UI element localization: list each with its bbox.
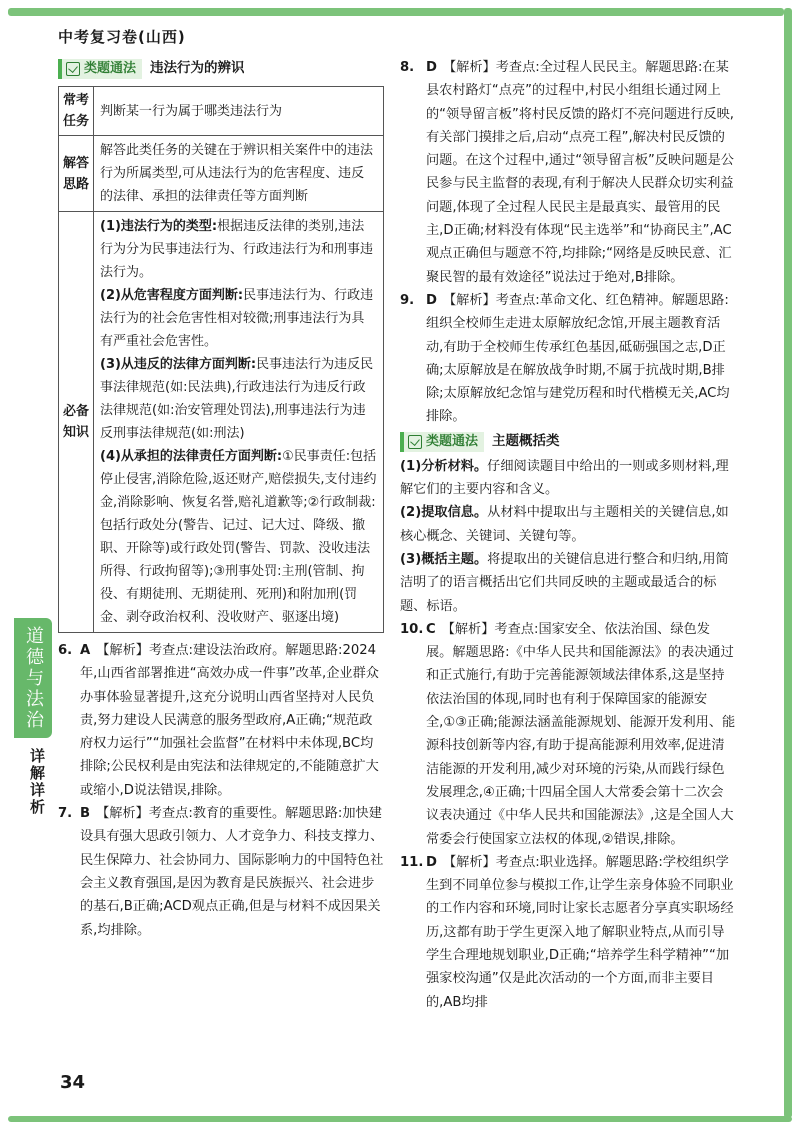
answer-explanation: 【解析】考查点:革命文化、红色精神。解题思路:组织全校师生走进太原解放纪念馆,开展主题教育活动,有助于全校师生传承红色基因,砥砺强国之志,D正确;太原解放是在解放战争时期,不属于抗战时期,B排除;太原解放纪念馆与建党历程和时代楷模无关,AC均排除。 xyxy=(426,292,730,425)
method-title: 违法行为的辨识 xyxy=(150,60,245,77)
section-side-label: 详解详析 xyxy=(28,748,46,816)
answer-explanation: 【解析】考查点:建设法治政府。解题思路:2024年,山西省部署推进“高效办成一件事”改革,企业群众办事体验显著提升,这充分说明山西省坚持对人民负责,努力建设人民满意的服务型政府,A正确;“规范政府权力运行”“加强社会监督”在材料中未体现,BC均排除;公民权利是由宪法和法律规定的,不能随意扩大或缩小,D说法错误,排除。 xyxy=(80,643,379,798)
row-key: 解答思路 xyxy=(59,136,94,212)
knowledge-point-head: (3)从违反的法律方面判断: xyxy=(100,357,257,372)
question-number: 6. xyxy=(58,643,73,658)
knowledge-point-body: 民事违法行为、行政违法行为的社会危害性相对较微;刑事违法行为具有严重社会危害性。 xyxy=(100,288,374,349)
row-key: 常考任务 xyxy=(59,87,94,136)
answer-item xyxy=(58,802,384,942)
answer-letter: D xyxy=(426,60,437,75)
method-step: (2)提取信息。从材料中提取出与主题相关的关键信息,如核心概念、关键词、关键句等。 xyxy=(400,505,729,544)
question-number: 7. xyxy=(58,806,73,822)
check-note-icon xyxy=(408,435,422,449)
row-key: 必备知识 xyxy=(59,212,94,633)
method-step: (3)概括主题。将提取出的关键信息进行整合和归纳,用简洁明了的语言概括出它们共同反映的主题或最适合的标题、标语。 xyxy=(400,551,729,614)
answer-explanation: 【解析】考查点:国家安全、依法治国、绿色发展。解题思路:《中华人民共和国能源法》的表决通过和正式施行,有助于完善能源领域法律体系,这是坚持依法治国的体现,同时也有利于保障国家的能源安全,①③正确;能源法涵盖能源规划、能源开发利用、能源科技创新等内容,有助于提高能源利用效率,促进清洁能源的开发利用,减少对环境的污染,从而践行绿色发展理念,④正确;十四届全国人大常委会第十二次会议表决通过《中华人民共和国能源法》,这是全国人大常委会行使国家立法权的体现,②错误,排除。 xyxy=(426,621,736,847)
knowledge-point-body: 民事违法行为违反民事法律规范(如:民法典),行政违法行为违反行政法律规范(如:治安管理处罚法),刑事违法行为违反刑事法律规范(如:刑法) xyxy=(100,357,374,441)
question-number: 8. xyxy=(400,60,415,75)
knowledge-point-head: (4)从承担的法律责任方面判断: xyxy=(100,449,283,464)
question-number: 11. xyxy=(400,854,424,870)
question-number: 10. xyxy=(400,621,424,637)
row-value: 判断某一行为属于哪类违法行为 xyxy=(94,87,384,136)
answer-letter: A xyxy=(80,643,91,658)
answer-letter: C xyxy=(426,621,436,637)
answer-item xyxy=(58,639,384,802)
answer-letter: D xyxy=(426,854,437,870)
method-block-2-heading xyxy=(400,429,736,455)
question-number: 9. xyxy=(400,292,415,308)
answer-letter: B xyxy=(80,806,91,822)
page-number: 34 xyxy=(60,1072,86,1093)
summary-table xyxy=(58,86,384,633)
answer-item xyxy=(400,289,736,429)
method-tag: 类题通法 xyxy=(400,432,484,452)
bottom-green-border xyxy=(8,1116,792,1122)
method-block-1-heading xyxy=(58,56,384,82)
subject-side-tab: 道德与法治 xyxy=(14,618,52,738)
book-header: 中考复习卷(山西) xyxy=(58,28,186,46)
knowledge-point-head: (1)违法行为的类型: xyxy=(100,219,218,234)
answer-item xyxy=(400,56,736,289)
row-value: 解答此类任务的关键在于辨识相关案件中的违法行为所属类型,可从违法行为的危害程度、违反的法律、承担的法律责任等方面判断 xyxy=(94,136,384,212)
answer-item xyxy=(400,851,736,1014)
answer-letter: D xyxy=(426,292,437,308)
check-note-icon xyxy=(66,62,80,76)
method-title: 主题概括类 xyxy=(492,433,560,450)
answer-explanation: 【解析】考查点:全过程人民民主。解题思路:在某县农村路灯“点亮”的过程中,村民小组组长通过网上的“领导留言板”将村民反馈的路灯不亮问题进行反映,有关部门摸排之后,启动“点亮工程”,解决村民反馈的问题。在这个过程中,通过“领导留言板”反映问题是公民参与民主监督的表现,有利于解决人民群众切实利益问题,体现了全过程人民民主是最真实、最管用的民主,D正确;材料没有体现“民主选举”和“协商民主”,AC观点正确但与题意不符,均排除;“网络是反映民意、汇聚民智的最有效途径”说法过于绝对,B排除。 xyxy=(426,60,734,285)
left-column xyxy=(58,56,384,942)
row-value xyxy=(94,212,384,633)
method-step: (1)分析材料。仔细阅读题目中给出的一则或多则材料,理解它们的主要内容和含义。 xyxy=(400,458,729,498)
right-green-border xyxy=(784,8,792,1118)
method-tag: 类题通法 xyxy=(58,59,142,79)
answer-item xyxy=(400,618,736,851)
knowledge-point-body: ①民事责任:包括停止侵害,消除危险,返还财产,赔偿损失,支付违约金,消除影响、恢复名誉,赔礼道歉等;②行政制裁:包括行政处分(警告、记过、记大过、降级、撤职、开除等)或行政处罚(警告、罚款、没收违法所得、行政拘留等);③刑事处罚:主刑(管制、拘役、有期徒刑、无期徒刑、死刑)和附加刑(罚金、剥夺政治权利、没收财产、驱逐出境) xyxy=(100,449,377,625)
right-column xyxy=(400,56,736,1014)
knowledge-point-head: (2)从危害程度方面判断: xyxy=(100,288,244,303)
knowledge-point-body: 根据违反法律的类别,违法行为分为民事违法行为、行政违法行为和刑事违法行为。 xyxy=(100,219,374,280)
top-green-border xyxy=(8,8,784,16)
table-row xyxy=(59,136,384,212)
table-row xyxy=(59,212,384,633)
answer-explanation: 【解析】考查点:教育的重要性。解题思路:加快建设具有强大思政引领力、人才竞争力、科技支撑力、民生保障力、社会协同力、国际影响力的中国特色社会主义教育强国,是因为教育是民族振兴、社会进步的基石,B正确;ACD观点正确,但是与材料不成因果关系,均排除。 xyxy=(80,806,384,938)
table-row xyxy=(59,87,384,136)
answer-explanation: 【解析】考查点:职业选择。解题思路:学校组织学生到不同单位参与模拟工作,让学生亲身体验不同职业的工作内容和环境,同时让家长志愿者分享真实职场经历,这都有助于学生更深入地了解职业特点,从而引导学生合理地规划职业,D正确;“培养学生科学精神”“加强家校沟通”仅是此次活动的一个方面,而非主要目的,AB均排 xyxy=(426,854,734,1010)
